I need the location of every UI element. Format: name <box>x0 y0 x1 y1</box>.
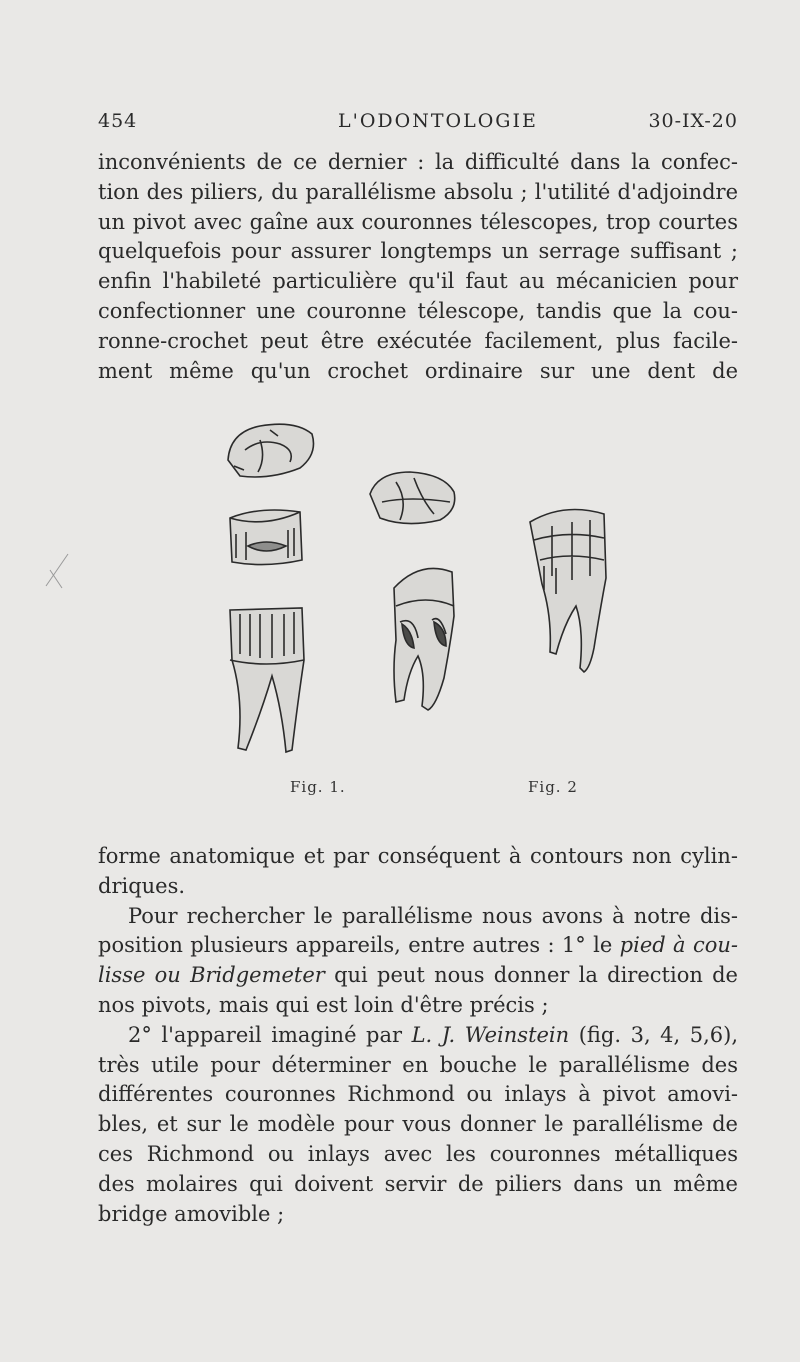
margin-pencil-mark <box>42 550 72 590</box>
text-line: Pour rechercher le parallélisme nous avons à notre dis- <box>128 903 738 928</box>
fig1-crown-ring <box>230 510 302 565</box>
running-header <box>98 110 738 140</box>
text-line: différentes couronnes Richmond ou inlays à pivot amovi- <box>98 1082 738 1107</box>
text-span: position plusieurs appareils, entre autres : 1° <box>98 933 586 958</box>
fig2-molar-crown <box>394 568 454 710</box>
fig2-caption: Fig. 2 <box>528 778 578 796</box>
text-span: (fig. 3, 4, 5,6), <box>578 1022 738 1047</box>
text-line: tion des piliers, du parallélisme absolu ; l'utilité d'adjoindre <box>98 179 738 204</box>
text-line: ces Richmond ou inlays avec les couronnes métalliques <box>98 1141 738 1166</box>
text-line: bridge amovible ; <box>98 1201 285 1226</box>
paragraph-1 <box>98 148 738 386</box>
page-number: 454 <box>98 110 138 132</box>
text-span: qui peut nous donner la direction de <box>334 963 738 988</box>
journal-title: L'ODONTOLOGIE <box>338 110 538 132</box>
text-span: 2° l'appareil imaginé par <box>128 1022 403 1047</box>
text-line: un pivot avec gaîne aux couronnes télescopes, trop courtes <box>98 209 738 234</box>
fig1-tooth-roots <box>230 608 304 752</box>
paragraph-2 <box>98 842 738 1229</box>
italic-term: lisse ou Bridgemeter <box>98 963 325 988</box>
text-line: enfin l'habileté particulière qu'il faut au mécanicien pour <box>98 269 738 294</box>
text-line: bles, et sur le modèle pour vous donner le parallélisme de <box>98 1112 738 1137</box>
italic-term: pied à cou- <box>619 933 738 958</box>
text-span: le <box>593 933 613 958</box>
fig1-caption: Fig. 1. <box>290 778 346 796</box>
text-line: très utile pour déterminer en bouche le parallélisme des <box>98 1052 738 1077</box>
text-line: confectionner une couronne télescope, tandis que la cou- <box>98 298 738 323</box>
text-line: nos pivots, mais qui est loin d'être précis ; <box>98 992 549 1017</box>
text-line: ronne-crochet peut être exécutée facilement, plus facile- <box>98 328 738 353</box>
text-line <box>98 961 738 991</box>
text-line <box>98 1021 738 1051</box>
issue-date: 30-IX-20 <box>648 110 738 132</box>
fig1-occlusal-view <box>228 424 314 477</box>
text-line: driques. <box>98 873 186 898</box>
author-name: L. J. Weinstein <box>411 1022 570 1047</box>
text-line: forme anatomique et par conséquent à contours non cylin- <box>98 844 738 868</box>
text-line: quelquefois pour assurer longtemps un serrage suffisant ; <box>98 239 738 264</box>
fig2-occlusal-view <box>370 472 455 524</box>
text-line: ment même qu'un crochet ordinaire sur une dent de <box>98 358 738 383</box>
fig2-molar-right <box>530 510 606 673</box>
text-line: des molaires qui doivent servir de piliers dans un même <box>98 1171 738 1196</box>
text-line: inconvénients de ce dernier : la difficulté dans la confec- <box>98 150 738 174</box>
text-line <box>98 931 738 961</box>
tooth-figures <box>200 410 620 810</box>
